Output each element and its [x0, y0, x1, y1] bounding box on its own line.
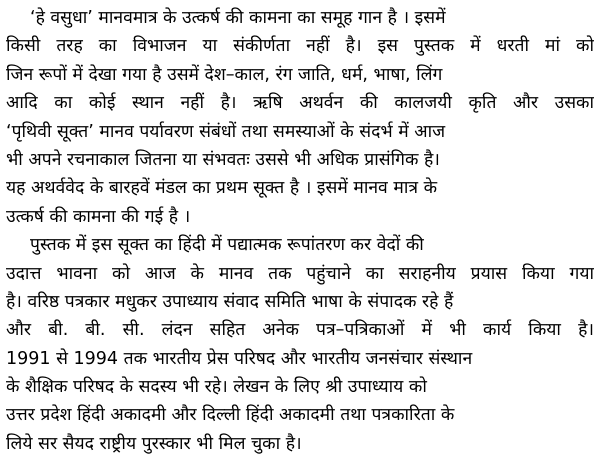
text-line: उत्कर्ष की कामना की गई है । [6, 206, 191, 227]
text-line: और बी. बी. सी. लंदन सहित अनेक पत्र–पत्रिकाओं में भी कार्य किया है। [6, 320, 594, 341]
text-line: जिन रूपों में देखा गया है उसमें देश–काल, रंग जाति, धर्म, भाषा, लिंग [6, 64, 443, 85]
text-line: उत्तर प्रदेश हिंदी अकादमी और दिल्ली हिंदी अकादमी तथा पत्रकारिता के [6, 405, 455, 426]
text-line: यह अथर्ववेद के बारहवें मंडल का प्रथम सूक्त है । इसमें मानव मात्र के [6, 178, 438, 199]
text-line: ‘पृथिवी सूक्त’ मानव पर्यावरण संबंधों तथा समस्याओं के संदर्भ में आज [6, 121, 446, 142]
text-line: ‘हे वसुधा’ मानवमात्र के उत्कर्ष की कामना का समूह गान है । इसमें [30, 8, 446, 28]
text-line: भी अपने रचनाकाल जितना या संभवतः उससे भी अधिक प्रासंगिक है। [6, 149, 440, 170]
text-line: आदि का कोई स्थान नहीं है। ऋषि अथर्वन की कालजयी कृति और उसका [6, 93, 594, 114]
text-line: किसी तरह का विभाजन या संकीर्णता नहीं है। इस पुस्तक में धरती मां को [6, 36, 594, 57]
text-line: उदात्त भावना को आज के मानव तक पहुंचाने का सराहनीय प्रयास किया गया [6, 263, 594, 284]
text-line: पुस्तक में इस सूक्त का हिंदी में पद्यात्मक रूपांतरण कर वेदों की [30, 235, 424, 256]
text-line: के शैक्षिक परिषद के सदस्य भी रहे। लेखन के लिए श्री उपाध्याय को [6, 377, 427, 398]
text-line: लिये सर सैयद राष्ट्रीय पुरस्कार भी मिल चुका है। [6, 433, 302, 454]
text-line: है। वरिष्ठ पत्रकार मधुकर उपाध्याय संवाद समिति भाषा के संपादक रहे हैं [6, 291, 454, 312]
paragraph-1 [6, 4, 594, 231]
text-line: 1991 से 1994 तक भारतीय प्रेस परिषद और भारतीय जनसंचार संस्थान [6, 348, 473, 369]
paragraph-2 [6, 231, 594, 458]
